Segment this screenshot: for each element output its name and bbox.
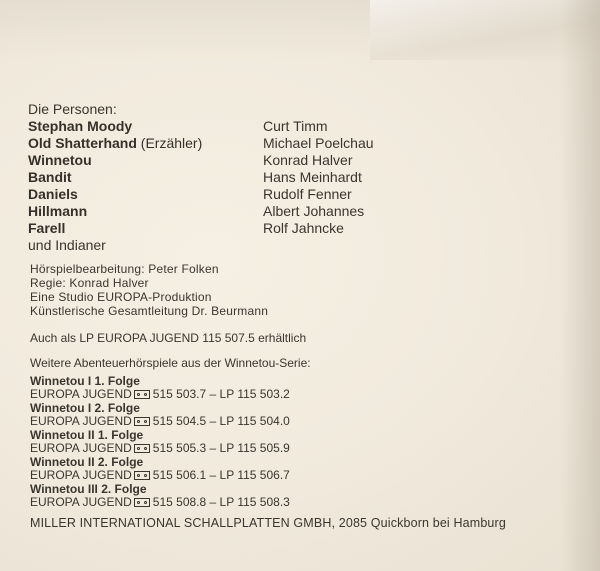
- cassette-number: 515 503.7: [152, 387, 207, 401]
- lp-number: – LP 115 506.7: [209, 468, 290, 482]
- cast-actor: Konrad Halver: [263, 152, 353, 168]
- lp-number: – LP 115 503.2: [209, 387, 290, 401]
- cast-role: [28, 169, 72, 186]
- series-title: Winnetou I 2. Folge: [30, 401, 140, 415]
- personen-heading: Die Personen:: [28, 101, 117, 117]
- cast-role: [28, 186, 78, 203]
- cast-actor: Curt Timm: [263, 118, 328, 134]
- role-name: Daniels: [28, 186, 78, 202]
- cassette-icon: [134, 417, 150, 426]
- cassette-icon: [134, 471, 150, 480]
- label-name: EUROPA JUGEND: [30, 468, 132, 482]
- lp-number: – LP 115 508.3: [209, 495, 290, 509]
- lp-number: – LP 115 504.0: [209, 414, 290, 428]
- weitere-heading: Weitere Abenteuerhörspiele aus der Winnetou-Serie:: [30, 356, 311, 370]
- credit-line: Künstlerische Gesamtleitung Dr. Beurmann: [30, 304, 269, 318]
- role-name: Bandit: [28, 169, 72, 185]
- cassette-number: 515 506.1: [152, 468, 207, 482]
- role-name: Old Shatterhand: [28, 135, 137, 151]
- role-name: Hillmann: [28, 203, 88, 219]
- credit-line: Eine Studio EUROPA-Produktion: [30, 290, 212, 304]
- label-name: EUROPA JUGEND: [30, 495, 132, 509]
- publisher-footer: MILLER INTERNATIONAL SCHALLPLATTEN GMBH, 2085 Quickborn bei Hamburg: [30, 516, 506, 530]
- lp-number: – LP 115 505.9: [209, 441, 290, 455]
- series-catalog-row: [30, 388, 290, 401]
- cast-role: [28, 203, 87, 220]
- cast-role: [28, 118, 132, 135]
- cassette-number: 515 508.8: [152, 495, 207, 509]
- cassette-icon: [134, 390, 150, 399]
- series-title: Winnetou III 2. Folge: [30, 482, 147, 496]
- series-title: Winnetou II 1. Folge: [30, 428, 144, 442]
- label-name: EUROPA JUGEND: [30, 387, 132, 401]
- cassette-icon: [134, 444, 150, 453]
- series-title: Winnetou II 2. Folge: [30, 455, 144, 469]
- role-name: Farell: [28, 220, 66, 236]
- role-name: Winnetou: [28, 152, 92, 168]
- series-catalog-row: [30, 415, 290, 428]
- cast-role: [28, 135, 202, 152]
- cast-actor: Hans Meinhardt: [263, 169, 362, 185]
- series-catalog-row: [30, 469, 290, 482]
- cassette-number: 515 504.5: [152, 414, 207, 428]
- cast-actor: Michael Poelchau: [263, 135, 374, 151]
- cassette-number: 515 505.3: [152, 441, 207, 455]
- cast-actor: Rolf Jahncke: [263, 220, 344, 236]
- cassette-icon: [134, 498, 150, 507]
- label-name: EUROPA JUGEND: [30, 441, 132, 455]
- cast-role: [28, 152, 92, 169]
- lp-note: Auch als LP EUROPA JUGEND 115 507.5 erhältlich: [30, 331, 307, 345]
- credit-line: Hörspielbearbeitung: Peter Folken: [30, 262, 219, 276]
- series-title: Winnetou I 1. Folge: [30, 374, 140, 388]
- series-catalog-row: [30, 496, 290, 509]
- role-extra: (Erzähler): [136, 135, 203, 151]
- cast-role: [28, 220, 65, 237]
- series-catalog-row: [30, 442, 290, 455]
- cast-actor: Albert Johannes: [263, 203, 365, 219]
- cast-actor: Rudolf Fenner: [263, 186, 352, 202]
- und-indianer: und Indianer: [28, 237, 106, 253]
- label-name: EUROPA JUGEND: [30, 414, 132, 428]
- role-name: Stephan Moody: [28, 118, 133, 134]
- credit-line: Regie: Konrad Halver: [30, 276, 149, 290]
